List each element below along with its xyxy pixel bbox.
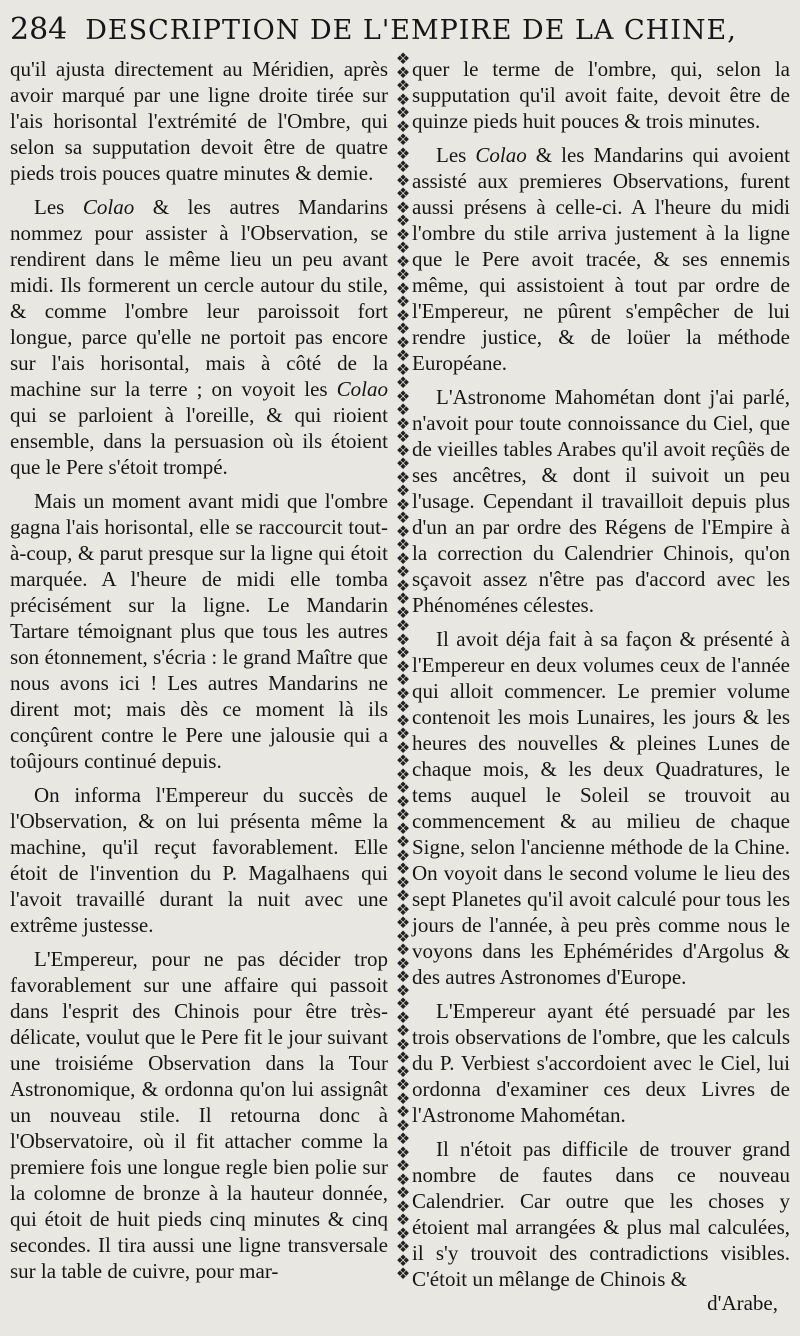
ornament-glyph: ❖	[395, 157, 411, 176]
ornament-glyph: ❖	[395, 211, 411, 230]
ornament-glyph: ❖	[395, 1169, 411, 1189]
ornament-glyph: ❖	[395, 332, 411, 352]
ornament-glyph: ❖	[395, 400, 411, 419]
paragraph-text: Les	[436, 143, 476, 167]
ornament-glyph: ❖	[395, 184, 411, 203]
ornament-glyph: ❖	[395, 265, 411, 284]
ornament-glyph: ❖	[395, 818, 411, 838]
ornament-glyph: ❖	[395, 1264, 411, 1283]
ornament-glyph: ❖	[395, 602, 411, 622]
ornament-glyph: ❖	[395, 926, 411, 946]
ornament-glyph: ❖	[395, 953, 411, 973]
closing-line: d'Arabe,	[707, 1291, 778, 1315]
ornament-glyph: ❖	[395, 1048, 411, 1067]
italic-term: Colao	[475, 143, 527, 167]
right-column	[412, 56, 790, 1300]
ornament-glyph: ❖	[395, 1129, 411, 1148]
italic-term: Colao	[82, 195, 135, 219]
ornament-glyph: ❖	[395, 103, 411, 122]
running-title: DESCRIPTION DE L'EMPIRE DE LA CHINE,	[85, 15, 737, 46]
ornament-glyph: ❖	[395, 616, 411, 635]
ornament-glyph: ❖	[395, 778, 411, 797]
ornament-glyph: ❖	[395, 1237, 411, 1256]
paragraph-text: & les autres Mandarins nommez pour assister à l'Observation, se rendirent dans le même lieu un peu avant midi. Ils formerent un cercle autour du stile, & comme l'ombre leur paroissoit fort longue, parce qu'elle ne portoit pas encore sur l'ais horisontal, mais à côté de la machine sur la terre ; on voyoit les	[10, 195, 388, 401]
ornament-glyph: ❖	[395, 940, 411, 959]
ornament-glyph: ❖	[395, 1115, 411, 1135]
paragraph: Mais un moment avant midi que l'ombre gagna l'ais horisontal, elle se raccourcit tout-à-coup, & parut presque sur la ligne qui étoit marquée. A l'heure de midi elle tomba précisément sur la ligne. Le Mandarin Tartare témoignant plus que tous les autres son étonnement, s'écria : le grand Maître que nous avons ici ! Les autres Mandarins ne dirent mot; mais dès ce moment là ils conçûrent contre le Pere une jalousie qui a toûjours continué depuis.	[10, 489, 388, 773]
page-header	[10, 10, 800, 50]
ornament-glyph: ❖	[395, 89, 411, 109]
ornament-glyph: ❖	[395, 494, 411, 514]
ornament-glyph: ❖	[395, 427, 411, 446]
ornament-glyph: ❖	[395, 278, 411, 298]
ornament-glyph: ❖	[395, 116, 411, 136]
ornament-glyph: ❖	[395, 508, 411, 527]
ornament-glyph: ❖	[395, 832, 411, 851]
ornament-glyph: ❖	[395, 197, 411, 217]
ornament-glyph: ❖	[395, 656, 411, 676]
ornament-glyph: ❖	[395, 886, 411, 905]
ornament-glyph: ❖	[395, 980, 411, 1000]
ornament-glyph: ❖	[395, 1021, 411, 1040]
paragraph: Il avoit déja fait à sa façon & présenté à l'Empereur en deux volumes ceux de l'année qui alloit commencer. Le premier volume contenoit les mois Lunaires, les jours & les heures des nouvelles & pleines Lunes de chaque mois, & les deux Quadratures, le tems auquel le Soleil se trouvoit au commencement & au milieu de chaque Signe, selon l'ancienne méthode de la Chine. On voyoit dans le second volume le lieu des sept Planetes qu'il avoit calculé pour tous les jours de l'année, à peu près comme nous le voyons dans les Ephémérides d'Argolus & des autres Astronomes d'Europe.	[412, 627, 790, 989]
paragraph: L'Empereur, pour ne pas décider trop favorablement sur une affaire qui passoit dans l'esprit des Chinois pour être très-délicate, voulut que le Pere fit le jour suivant une troisiéme Observation dans la Tour Astronomique, & ordonna qu'on lui assignât un nouveau stile. Il retourna donc à l'Observatoire, où il fit attacher comme la premiere fois une longue regle bien polie sur la colomne de bronze à la hauteur donnée, qui étoit de huit pieds cinq minutes & cinq secondes. Il tira aussi une ligne transversale sur la table de cuivre, pour mar-	[10, 947, 388, 1283]
ornament-glyph: ❖	[395, 751, 411, 770]
ornament-glyph: ❖	[395, 548, 411, 568]
ornament-glyph: ❖	[395, 373, 411, 392]
ornament-glyph: ❖	[395, 143, 411, 163]
ornament-glyph: ❖	[395, 1156, 411, 1175]
ornament-glyph: ❖	[395, 319, 411, 338]
ornament-glyph: ❖	[395, 845, 411, 865]
ornament-glyph: ❖	[395, 454, 411, 473]
ornament-glyph: ❖	[395, 481, 411, 500]
ornament-glyph: ❖	[395, 589, 411, 608]
ornament-glyph: ❖	[395, 629, 411, 649]
ornament-glyph: ❖	[395, 521, 411, 541]
paragraph: L'Empereur ayant été persuadé par les trois observations de l'ombre, que les calculs du P. Verbiest s'accordoient avec le Ciel, lui ordonna d'examiner ces deux Livres de l'Astronome Mahométan.	[412, 999, 790, 1127]
ornament-glyph: ❖	[395, 359, 411, 379]
left-column	[10, 56, 388, 1292]
paragraph-text: & les Mandarins qui avoient assisté aux premieres Observations, furent aussi présens à celle-ci. A l'heure du midi l'ombre du stile arriva justement à la ligne que le Pere avoit tracée, & ses ennemis même, qui assistoient à tout par ordre de l'Empereur, ne pûrent s'empêcher de lui rendre justice, & de loüer la méthode Européane.	[412, 143, 790, 375]
paragraph: L'Astronome Mahométan dont j'ai parlé, n'avoit pour toute connoissance du Ciel, que de vieilles tables Arabes qu'il avoit reçûës de ses ancêtres, & dont il suivoit un peu l'usage. Cependant il travailloit depuis plus d'un an par ordre des Régens de l'Empire à la correction du Calendrier Chinois, qu'on sçavoit assez n'être pas d'accord avec les Phénoménes célestes.	[412, 385, 790, 617]
ornament-glyph: ❖	[395, 1210, 411, 1229]
paragraph: quer le terme de l'ombre, qui, selon la supputation qu'il avoit faite, devoit être de quinze pieds huit pouces & trois minutes.	[412, 57, 790, 133]
ornament-glyph: ❖	[395, 913, 411, 932]
ornament-glyph: ❖	[395, 805, 411, 824]
ornament-glyph: ❖	[395, 251, 411, 271]
paragraph: Il n'étoit pas difficile de trouver grand nombre de fautes dans ce nouveau Calendrier. Car outre que les choses y étoient mal arrangées & plus mal calculées, il s'y trouvoit des contradictions visibles. C'étoit un mêlange de Chinois &	[412, 1137, 790, 1291]
ornament-glyph: ❖	[395, 643, 411, 662]
ornament-glyph: ❖	[395, 52, 411, 68]
ornament-glyph: ❖	[395, 1061, 411, 1081]
ornament-glyph: ❖	[395, 1102, 411, 1121]
ornament-glyph: ❖	[395, 697, 411, 716]
ornament-glyph: ❖	[395, 859, 411, 878]
ornament-glyph: ❖	[395, 238, 411, 257]
ornament-glyph: ❖	[395, 130, 411, 149]
ornament-glyph: ❖	[395, 670, 411, 689]
ornament-glyph: ❖	[395, 710, 411, 730]
ornament-glyph: ❖	[395, 791, 411, 811]
ornament-glyph: ❖	[395, 440, 411, 460]
ornament-glyph: ❖	[395, 764, 411, 784]
ornament-glyph: ❖	[395, 683, 411, 703]
paragraph-text: qui se parloient à l'oreille, & qui rioient ensemble, dans la persuasion où ils étoient que le Pere s'étoit trompé.	[10, 403, 388, 479]
ornament-glyph: ❖	[395, 1183, 411, 1202]
page-number: 284	[10, 12, 68, 47]
ornament-glyph: ❖	[395, 899, 411, 919]
ornament-glyph: ❖	[395, 170, 411, 190]
ornament-glyph: ❖	[395, 1250, 411, 1270]
ornament-glyph: ❖	[395, 872, 411, 892]
ornament-glyph: ❖	[395, 1223, 411, 1243]
paragraph	[10, 194, 388, 480]
ornament-glyph: ❖	[395, 76, 411, 95]
ornament-glyph: ❖	[395, 413, 411, 433]
ornament-glyph: ❖	[395, 535, 411, 554]
ornament-glyph: ❖	[395, 224, 411, 244]
ornament-glyph: ❖	[395, 967, 411, 986]
ornament-glyph: ❖	[395, 386, 411, 406]
paragraph: On informa l'Empereur du succès de l'Observation, & on lui présenta même la machine, qu'il reçut favorablement. Elle étoit de l'invention du P. Magalhaens qui l'avoit travaillé durant la nuit avec une extrême justesse.	[10, 783, 388, 937]
ornament-glyph: ❖	[395, 994, 411, 1013]
ornament-glyph: ❖	[395, 346, 411, 365]
ornament-glyph: ❖	[395, 1075, 411, 1094]
ornament-glyph: ❖	[395, 1034, 411, 1054]
ornament-glyph: ❖	[395, 1142, 411, 1162]
column-ornament-divider	[393, 52, 413, 1288]
paragraph-text: Les	[34, 195, 83, 219]
paragraph: qu'il ajusta directement au Méridien, après avoir marqué par une ligne droite tirée sur l'ais horisontal l'extrémité de l'Ombre, qui selon sa supputation devoit être de quatre pieds trois pouces quatre minutes & demie.	[10, 57, 388, 185]
ornament-glyph: ❖	[395, 292, 411, 311]
ornament-glyph: ❖	[395, 575, 411, 595]
italic-term: Colao	[336, 377, 388, 401]
paragraph	[412, 142, 790, 376]
ornament-glyph: ❖	[395, 1196, 411, 1216]
ornament-glyph: ❖	[395, 467, 411, 487]
ornament-glyph: ❖	[395, 724, 411, 743]
ornament-glyph: ❖	[395, 1007, 411, 1027]
ornament-glyph: ❖	[395, 305, 411, 325]
ornament-glyph: ❖	[395, 562, 411, 581]
ornament-glyph: ❖	[395, 1088, 411, 1108]
ornament-glyph: ❖	[395, 737, 411, 757]
ornament-glyph: ❖	[395, 62, 411, 82]
